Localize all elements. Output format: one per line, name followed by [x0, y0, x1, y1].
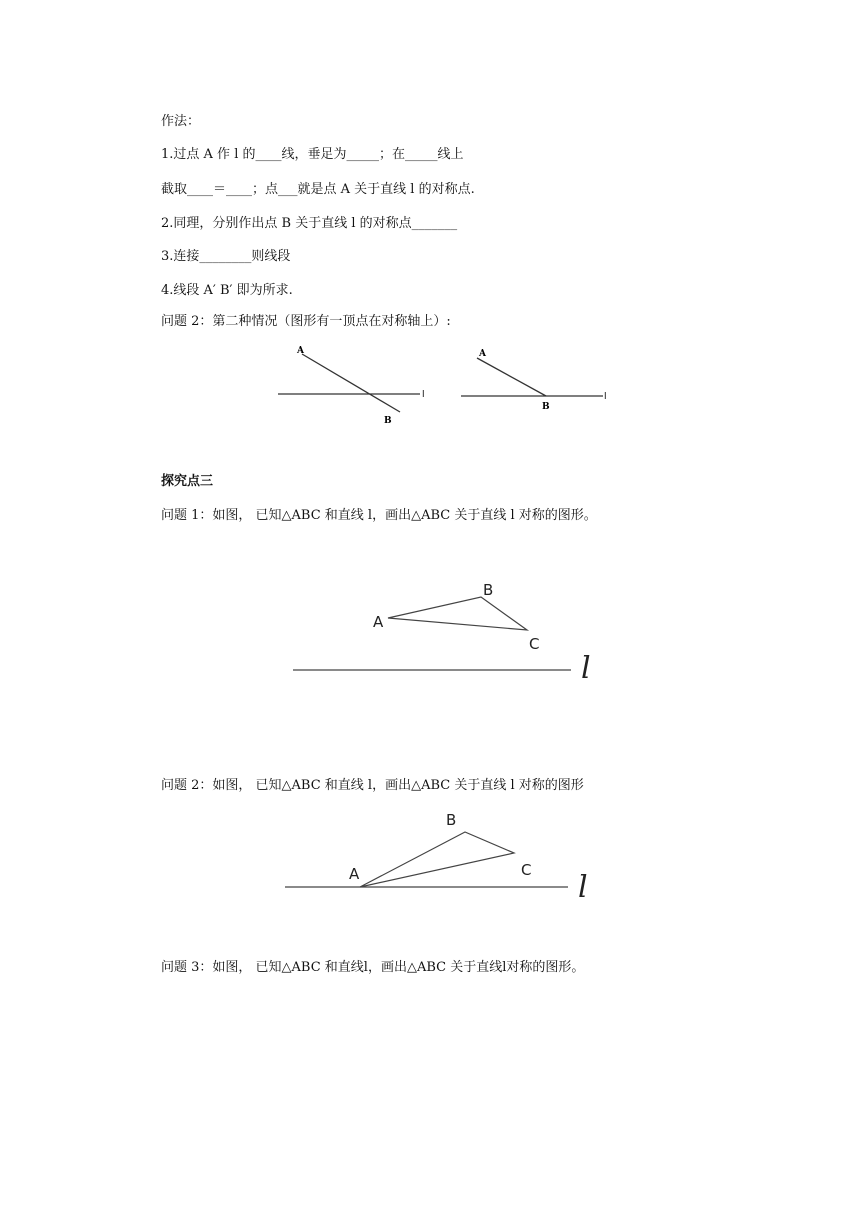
section-3-question-3: 问题 3：如图， 已知△ABC 和直线l，画出△ABC 关于直线l对称的图形。	[161, 960, 585, 975]
point-a-label: A	[479, 349, 486, 359]
method-step-1b: 截取____＝____；点___就是点 A 关于直线 l 的对称点.	[161, 182, 475, 197]
question-2-case-text: 问题 2：第二种情况（图形有一顶点在对称轴上）:	[161, 314, 451, 329]
axis-label: l	[422, 390, 425, 400]
point-b-label: B	[542, 402, 550, 412]
segment-ab	[477, 358, 546, 396]
point-a-label: A	[297, 346, 304, 356]
axis-label: l	[604, 392, 607, 402]
vertex-b-label: B	[483, 581, 494, 599]
method-heading: 作法：	[161, 114, 201, 129]
segment-endpoint-on-axis-figure	[455, 340, 615, 420]
axis-label: l	[578, 870, 588, 905]
vertex-b-label: B	[446, 811, 457, 829]
triangle-vertex-on-axis-figure	[280, 800, 615, 905]
section-3-heading: 探究点三	[161, 474, 214, 489]
triangle-abc	[388, 597, 527, 630]
vertex-c-label: C	[529, 635, 540, 653]
axis-label: l	[581, 651, 591, 686]
segment-crossing-axis-figure	[270, 340, 430, 430]
triangle-above-axis-figure	[285, 575, 615, 690]
vertex-a-label: A	[349, 865, 360, 883]
section-3-question-1: 问题 1：如图， 已知△ABC 和直线 l，画出△ABC 关于直线 l 对称的图形。	[161, 508, 597, 523]
segment-ab	[302, 354, 400, 412]
method-step-2: 2.同理，分别作出点 B 关于直线 l 的对称点_______	[161, 216, 458, 231]
method-step-4: 4.线段 A′ B′ 即为所求.	[161, 283, 293, 298]
triangle-abc	[360, 832, 514, 887]
method-step-3: 3.连接________则线段	[161, 249, 291, 264]
section-3-question-2: 问题 2：如图， 已知△ABC 和直线 l，画出△ABC 关于直线 l 对称的图形	[161, 778, 584, 793]
vertex-c-label: C	[521, 861, 532, 879]
method-step-1a: 1.过点 A 作 l 的____线，垂足为_____；在_____线上	[161, 147, 464, 162]
vertex-a-label: A	[373, 613, 384, 631]
point-b-label: B	[384, 416, 392, 426]
